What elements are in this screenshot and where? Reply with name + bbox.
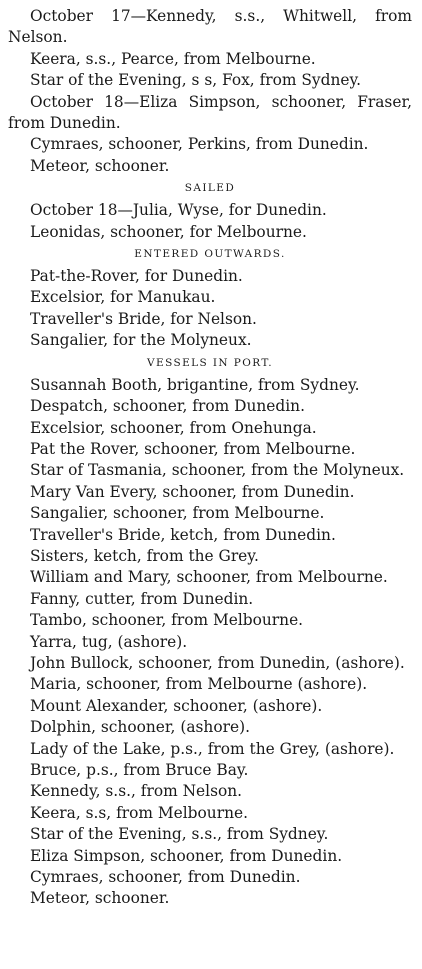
- vessel-entry: Kennedy, s.s., from Nelson.: [30, 782, 243, 801]
- vessel-entry: Star of the Evening, s.s., from Sydney.: [30, 825, 329, 844]
- vessel-entry: Bruce, p.s., from Bruce Bay.: [30, 761, 249, 779]
- vessel-entry: Keera, s.s, from Melbourne.: [30, 803, 248, 822]
- vessel-entry: Excelsior, schooner, from Onehunga.: [30, 418, 317, 437]
- entered-outwards-entry: Pat-the-Rover, for Dunedin.: [30, 267, 243, 286]
- vessel-entry: Despatch, schooner, from Dunedin.: [30, 397, 305, 416]
- vessel-entry: Meteor, schooner.: [30, 889, 170, 908]
- arrival-entry: Meteor, schooner.: [30, 156, 170, 175]
- vessel-entry: Mary Van Every, schooner, from Dunedin.: [30, 482, 355, 501]
- vessel-entry: Mount Alexander, schooner, (ashore).: [30, 696, 323, 715]
- vessel-entry: Maria, schooner, from Melbourne (ashore).: [30, 675, 368, 694]
- vessel-entry: Tambo, schooner, from Melbourne.: [30, 611, 304, 630]
- vessel-entry: Yarra, tug, (ashore).: [30, 632, 188, 651]
- vessel-entry: Fanny, cutter, from Dunedin.: [30, 589, 254, 608]
- sailed-entry: Leonidas, schooner, for Melbourne.: [30, 222, 307, 241]
- sailed-heading: SAILED: [184, 182, 236, 195]
- vessel-entry: Sisters, ketch, from the Grey.: [30, 546, 259, 565]
- vessel-entry: Sangalier, schooner, from Melbourne.: [30, 504, 325, 523]
- vessel-entry: Traveller's Bride, ketch, from Dunedin.: [30, 525, 336, 544]
- arrival-entry: October 17—Kennedy, s.s., Whitwell, from Nelson.: [8, 7, 412, 47]
- vessel-entry: Star of Tasmania, schooner, from the Molyneux.: [30, 461, 405, 480]
- vessel-entry: John Bullock, schooner, from Dunedin, (ashore).: [30, 653, 405, 672]
- vessel-entry: Susannah Booth, brigantine, from Sydney.: [30, 375, 360, 394]
- arrival-entry: October 18—Eliza Simpson, schooner, Fraser, from Dunedin.: [8, 92, 412, 133]
- vessels-in-port-heading: VESSELS IN PORT.: [147, 356, 273, 369]
- entered-outwards-entry: Traveller's Bride, for Nelson.: [30, 309, 257, 328]
- sailed-entry: October 18—Julia, Wyse, for Dunedin.: [30, 201, 327, 220]
- vessel-entry: Pat the Rover, schooner, from Melbourne.: [30, 439, 356, 458]
- entered-outwards-entry: Excelsior, for Manukau.: [30, 288, 216, 307]
- entered-outwards-heading: ENTERED OUTWARDS.: [134, 248, 286, 261]
- arrival-entry: Keera, s.s., Pearce, from Melbourne.: [30, 49, 316, 68]
- vessel-entry: Cymraes, schooner, from Dunedin.: [30, 868, 301, 887]
- vessel-entry: Dolphin, schooner, (ashore).: [30, 718, 250, 737]
- vessel-entry: Eliza Simpson, schooner, from Dunedin.: [30, 846, 343, 865]
- arrival-entry: Cymraes, schooner, Perkins, from Dunedin.: [30, 135, 369, 154]
- arrival-entry: Star of the Evening, s s, Fox, from Sydney.: [30, 71, 362, 90]
- vessel-entry: William and Mary, schooner, from Melbourne.: [30, 568, 388, 587]
- entered-outwards-entry: Sangalier, for the Molyneux.: [30, 331, 252, 350]
- vessel-entry: Lady of the Lake, p.s., from the Grey, (ashore).: [30, 739, 395, 758]
